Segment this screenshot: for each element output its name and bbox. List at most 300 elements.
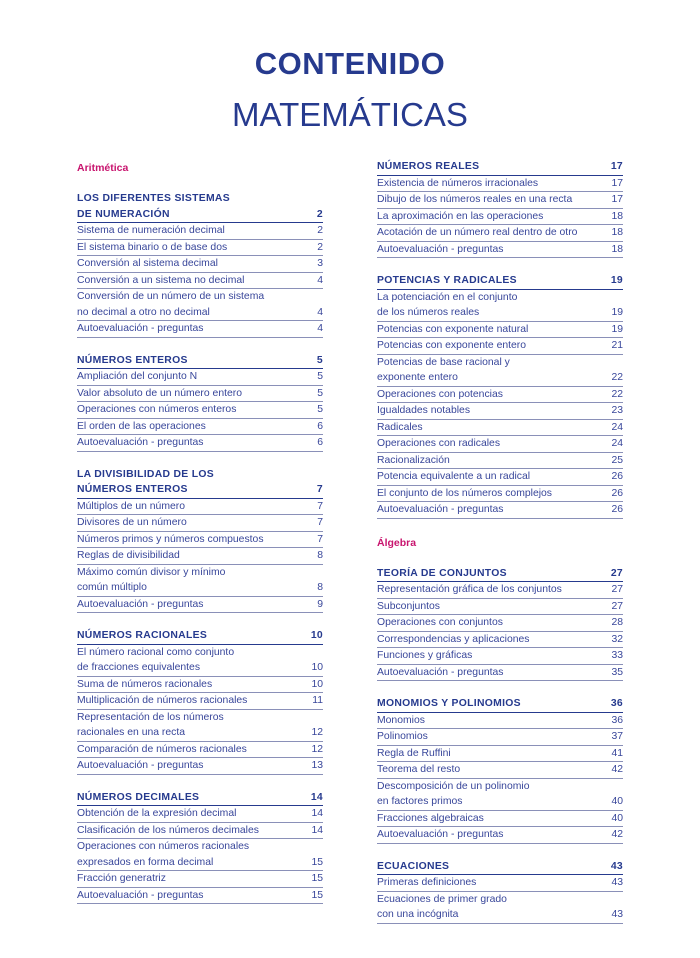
toc-entry-text bbox=[77, 532, 264, 548]
toc-entry[interactable] bbox=[377, 615, 623, 632]
toc-entry-page-number: 43 bbox=[611, 909, 623, 920]
section-heading-line: NÚMEROS ENTEROS bbox=[77, 354, 188, 366]
toc-entry-text bbox=[77, 499, 185, 515]
toc-entry[interactable] bbox=[77, 693, 323, 710]
toc-entry-page-number: 6 bbox=[317, 437, 323, 448]
section-heading-line: ECUACIONES bbox=[377, 860, 450, 872]
toc-entry-page-number: 7 bbox=[317, 500, 323, 512]
toc-entry[interactable] bbox=[377, 713, 623, 730]
toc-section bbox=[77, 467, 323, 614]
toc-entry-page-number: 5 bbox=[317, 371, 323, 382]
toc-entry-line: El sistema binario o de base dos bbox=[77, 241, 228, 253]
toc-entry-page-number: 32 bbox=[611, 633, 623, 645]
toc-entry[interactable] bbox=[77, 806, 323, 823]
toc-entry-page-number: 28 bbox=[611, 617, 623, 628]
toc-entry[interactable] bbox=[77, 289, 323, 321]
toc-entry-text bbox=[77, 369, 197, 385]
toc-entry-text bbox=[77, 645, 234, 676]
toc-entry-page-number: 36 bbox=[611, 714, 623, 726]
section-heading-line: TEORÍA DE CONJUNTOS bbox=[377, 567, 507, 579]
toc-entry[interactable] bbox=[77, 871, 323, 888]
left-sections bbox=[77, 191, 323, 904]
toc-entry[interactable] bbox=[377, 403, 623, 420]
toc-entry-line: Valor absoluto de un número entero bbox=[77, 387, 243, 399]
toc-entry-line: Primeras definiciones bbox=[377, 877, 477, 888]
toc-entry[interactable] bbox=[377, 746, 623, 763]
toc-entry[interactable] bbox=[77, 435, 323, 452]
section-heading-text bbox=[77, 790, 199, 806]
toc-entry[interactable] bbox=[377, 648, 623, 665]
toc-entry-page-number: 10 bbox=[311, 662, 323, 673]
toc-entry-text bbox=[377, 469, 530, 485]
toc-entry-line: exponente entero bbox=[377, 372, 458, 383]
toc-entry-text bbox=[377, 811, 484, 827]
toc-entry-line: Funciones y gráficas bbox=[377, 650, 473, 661]
toc-entry-text bbox=[377, 436, 500, 452]
spacer bbox=[377, 552, 623, 566]
toc-section bbox=[77, 790, 323, 905]
toc-entry-text bbox=[377, 338, 526, 354]
section-heading[interactable] bbox=[77, 191, 323, 223]
toc-entry[interactable] bbox=[377, 779, 623, 811]
toc-entry-line: Igualdades notables bbox=[377, 405, 471, 416]
toc-entry-page-number: 40 bbox=[611, 796, 623, 807]
toc-entry-line: Autoevaluación - preguntas bbox=[77, 598, 204, 610]
toc-entry-page-number: 2 bbox=[317, 241, 323, 253]
section-heading-line: NÚMEROS DECIMALES bbox=[77, 791, 200, 803]
section-page-number: 14 bbox=[310, 791, 323, 803]
toc-entry-line: Ecuaciones de primer grado bbox=[377, 893, 507, 905]
section-heading-line: NÚMEROS REALES bbox=[377, 161, 480, 172]
toc-entry[interactable] bbox=[77, 240, 323, 257]
toc-entry[interactable] bbox=[77, 402, 323, 419]
toc-entry-page-number: 35 bbox=[611, 666, 623, 678]
toc-entry[interactable] bbox=[377, 502, 623, 519]
toc-entry[interactable] bbox=[377, 469, 623, 486]
toc-entry[interactable] bbox=[77, 223, 323, 240]
toc-entry[interactable] bbox=[77, 888, 323, 905]
toc-entry-line: Dibujo de los números reales en una recta bbox=[377, 194, 573, 205]
section-heading[interactable] bbox=[377, 859, 623, 876]
toc-entry-text bbox=[377, 875, 476, 891]
toc-entry-text bbox=[77, 742, 247, 758]
right-sections-a bbox=[377, 159, 623, 519]
toc-entry-page-number: 24 bbox=[611, 421, 623, 433]
toc-entry-text bbox=[377, 615, 503, 631]
toc-entry[interactable] bbox=[377, 192, 623, 209]
toc-entry-text bbox=[77, 677, 212, 693]
toc-entry-page-number: 12 bbox=[311, 743, 323, 755]
toc-entry[interactable] bbox=[77, 386, 323, 403]
toc-entry[interactable] bbox=[77, 499, 323, 516]
toc-entry-page-number: 37 bbox=[611, 731, 623, 742]
toc-section bbox=[77, 191, 323, 338]
toc-entry-text bbox=[77, 419, 206, 435]
toc-entry-line: de fracciones equivalentes bbox=[77, 662, 201, 673]
toc-entry-text bbox=[77, 565, 225, 596]
toc-entry[interactable] bbox=[377, 338, 623, 355]
toc-entry[interactable] bbox=[77, 677, 323, 694]
toc-entry[interactable] bbox=[77, 515, 323, 532]
toc-entry-text bbox=[77, 597, 204, 613]
section-heading-text bbox=[377, 273, 517, 289]
left-column bbox=[77, 159, 323, 919]
toc-entry-line: Regla de Ruffini bbox=[377, 747, 451, 759]
toc-entry[interactable] bbox=[377, 582, 623, 599]
toc-entry-line: Autoevaluación - preguntas bbox=[77, 437, 204, 448]
toc-entry[interactable] bbox=[77, 823, 323, 840]
right-column bbox=[377, 159, 623, 939]
toc-entry-text bbox=[377, 176, 538, 192]
toc-entry[interactable] bbox=[77, 369, 323, 386]
section-heading[interactable] bbox=[77, 467, 323, 499]
toc-entry-page-number: 11 bbox=[312, 695, 323, 706]
area-label-algebra: Álgebra bbox=[377, 536, 417, 549]
toc-entry[interactable] bbox=[77, 758, 323, 775]
toc-entry-page-number: 2 bbox=[317, 225, 323, 236]
section-heading[interactable] bbox=[77, 790, 323, 807]
toc-entry-text bbox=[377, 420, 423, 436]
toc-entry-line: Autoevaluación - preguntas bbox=[77, 323, 204, 334]
toc-entry-line: Potencias con exponente entero bbox=[377, 340, 527, 351]
toc-entry-line: El número racional como conjunto bbox=[77, 646, 235, 658]
section-heading-line: MONOMIOS Y POLINOMIOS bbox=[377, 698, 521, 709]
toc-entry-text bbox=[77, 758, 204, 774]
toc-entry-page-number: 18 bbox=[611, 243, 623, 255]
toc-section bbox=[377, 273, 623, 519]
toc-entry-text bbox=[77, 273, 245, 289]
toc-entry[interactable] bbox=[377, 811, 623, 828]
toc-entry[interactable] bbox=[377, 875, 623, 892]
toc-entry[interactable] bbox=[377, 290, 623, 322]
toc-entry-page-number: 19 bbox=[611, 307, 623, 318]
toc-entry-line: El orden de las operaciones bbox=[77, 420, 206, 432]
toc-entry-line: no decimal a otro no decimal bbox=[77, 306, 210, 318]
toc-entry-line: Teorema del resto bbox=[377, 764, 461, 775]
toc-entry-page-number: 24 bbox=[611, 438, 623, 449]
toc-entry-line: Polinomios bbox=[377, 731, 428, 742]
toc-entry-page-number: 43 bbox=[611, 877, 623, 888]
toc-entry-line: Autoevaluación - preguntas bbox=[377, 504, 504, 515]
toc-entry-page-number: 26 bbox=[611, 504, 623, 515]
section-page-number: 2 bbox=[316, 208, 323, 220]
toc-entry-line: Autoevaluación - preguntas bbox=[77, 760, 204, 771]
toc-entry-line: de los números reales bbox=[377, 307, 480, 318]
toc-entry-text bbox=[77, 223, 225, 239]
section-heading-line: NÚMEROS ENTEROS bbox=[77, 484, 188, 495]
toc-entry-page-number: 17 bbox=[611, 194, 623, 205]
toc-entry[interactable] bbox=[77, 273, 323, 290]
toc-entry[interactable] bbox=[377, 387, 623, 404]
section-page-number: 36 bbox=[610, 698, 623, 709]
toc-entry[interactable] bbox=[77, 839, 323, 871]
toc-section bbox=[77, 628, 323, 775]
toc-entry-text bbox=[77, 888, 204, 904]
section-heading-line: DE NUMERACIÓN bbox=[77, 208, 170, 220]
toc-entry-line: Reglas de divisibilidad bbox=[77, 550, 180, 561]
toc-section bbox=[377, 696, 623, 844]
toc-entry-line: Multiplicación de números racionales bbox=[77, 695, 248, 706]
section-page-number: 27 bbox=[610, 567, 623, 579]
toc-entry[interactable] bbox=[377, 242, 623, 259]
toc-entry-page-number: 40 bbox=[611, 812, 623, 824]
toc-entry-line: La potenciación en el conjunto bbox=[377, 291, 518, 303]
toc-entry[interactable] bbox=[377, 827, 623, 844]
toc-entry-page-number: 26 bbox=[611, 487, 623, 499]
toc-entry-page-number: 10 bbox=[311, 678, 323, 690]
toc-entry-line: Operaciones con números racionales bbox=[77, 841, 250, 852]
toc-entry-line: La aproximación en las operaciones bbox=[377, 210, 544, 222]
section-heading[interactable] bbox=[77, 353, 323, 370]
toc-entry-text bbox=[377, 502, 504, 518]
toc-entry-text bbox=[77, 823, 259, 839]
toc-entry-line: Descomposición de un polinomio bbox=[377, 780, 530, 792]
toc-entry-line: común múltiplo bbox=[77, 582, 147, 593]
page-title: CONTENIDO bbox=[254, 46, 446, 81]
toc-entry[interactable] bbox=[77, 710, 323, 742]
toc-entry-text bbox=[377, 762, 460, 778]
toc-entry-line: Monomios bbox=[377, 714, 425, 726]
section-page-number: 10 bbox=[310, 630, 323, 641]
section-heading[interactable] bbox=[377, 566, 623, 583]
area-label-arithmetic: Aritmética bbox=[77, 162, 129, 174]
toc-entry-page-number: 15 bbox=[311, 856, 323, 868]
toc-entry-line: Autoevaluación - preguntas bbox=[377, 829, 504, 840]
toc-entry-line: racionales en una recta bbox=[77, 727, 186, 738]
toc-entry-text bbox=[377, 713, 425, 729]
toc-entry[interactable] bbox=[77, 321, 323, 338]
toc-entry-page-number: 21 bbox=[611, 340, 623, 351]
toc-entry-line: Representación de los números bbox=[77, 711, 224, 723]
toc-entry[interactable] bbox=[77, 565, 323, 597]
toc-entry-line: Radicales bbox=[377, 421, 423, 433]
toc-entry-page-number: 5 bbox=[317, 404, 323, 415]
toc-entry-page-number: 33 bbox=[611, 650, 623, 661]
right-sections-b bbox=[377, 566, 623, 924]
section-heading-text bbox=[377, 696, 521, 712]
toc-entry-page-number: 9 bbox=[317, 598, 323, 610]
toc-entry-text bbox=[77, 871, 166, 887]
toc-entry-line: Sistema de numeración decimal bbox=[77, 225, 225, 236]
toc-entry-line: Conversión al sistema decimal bbox=[77, 258, 218, 269]
toc-entry[interactable] bbox=[377, 176, 623, 193]
section-heading-line: LA DIVISIBILIDAD DE LOS bbox=[77, 468, 214, 480]
toc-entry-line: Autoevaluación - preguntas bbox=[77, 889, 204, 901]
toc-entry[interactable] bbox=[377, 225, 623, 242]
toc-entry[interactable] bbox=[377, 486, 623, 503]
toc-entry-line: Correspondencias y aplicaciones bbox=[377, 633, 530, 645]
toc-section bbox=[377, 566, 623, 682]
toc-entry[interactable] bbox=[77, 597, 323, 614]
toc-entry-page-number: 27 bbox=[611, 584, 623, 595]
toc-entry-text bbox=[377, 665, 504, 681]
toc-entry-page-number: 15 bbox=[311, 873, 323, 884]
toc-entry[interactable] bbox=[377, 209, 623, 226]
section-page-number: 17 bbox=[610, 161, 623, 172]
section-heading-text bbox=[377, 566, 507, 582]
section-heading-line: NÚMEROS RACIONALES bbox=[77, 630, 208, 641]
toc-entry-line: Operaciones con números enteros bbox=[77, 404, 237, 415]
toc-entry-line: Múltiplos de un número bbox=[77, 500, 186, 512]
section-heading-text bbox=[77, 628, 207, 644]
toc-entry-text bbox=[377, 209, 543, 225]
toc-entry-text bbox=[377, 648, 472, 664]
toc-entry-text bbox=[377, 632, 529, 648]
toc-entry-line: Existencia de números irracionales bbox=[377, 177, 539, 189]
section-page-number: 19 bbox=[610, 275, 623, 286]
toc-entry-page-number: 42 bbox=[611, 829, 623, 840]
toc-section bbox=[377, 159, 623, 258]
toc-entry-page-number: 8 bbox=[317, 550, 323, 561]
section-heading[interactable] bbox=[377, 159, 623, 176]
section-heading-text bbox=[77, 191, 230, 222]
toc-entry-line: Representación gráfica de los conjuntos bbox=[377, 584, 562, 595]
toc-entry-page-number: 27 bbox=[611, 600, 623, 612]
toc-entry-page-number: 4 bbox=[317, 274, 323, 286]
toc-entry-text bbox=[77, 256, 218, 272]
toc-entry-page-number: 22 bbox=[611, 372, 623, 383]
toc-entry[interactable] bbox=[77, 742, 323, 759]
toc-entry-text bbox=[377, 355, 510, 386]
toc-entry-text bbox=[377, 892, 507, 923]
toc-entry-text bbox=[77, 321, 204, 337]
toc-entry-text bbox=[377, 403, 470, 419]
toc-entry-page-number: 8 bbox=[317, 582, 323, 593]
toc-entry[interactable] bbox=[377, 436, 623, 453]
toc-entry-page-number: 4 bbox=[317, 306, 323, 318]
toc-entry-text bbox=[77, 240, 227, 256]
toc-entry-page-number: 7 bbox=[317, 517, 323, 528]
toc-entry-text bbox=[377, 582, 562, 598]
toc-entry-text bbox=[377, 192, 572, 208]
toc-entry-line: Potencias con exponente natural bbox=[377, 323, 529, 335]
toc-entry-page-number: 7 bbox=[317, 533, 323, 545]
toc-entry-text bbox=[77, 515, 187, 531]
toc-entry-line: Operaciones con radicales bbox=[377, 438, 501, 449]
toc-entry-page-number: 15 bbox=[311, 889, 323, 901]
toc-entry[interactable] bbox=[377, 729, 623, 746]
toc-entry-text bbox=[77, 435, 204, 451]
toc-entry-line: Números primos y números compuestos bbox=[77, 533, 264, 545]
toc-entry-page-number: 17 bbox=[611, 177, 623, 189]
toc-entry-text bbox=[77, 693, 247, 709]
toc-entry-line: Clasificación de los números decimales bbox=[77, 824, 259, 836]
toc-entry-line: Acotación de un número real dentro de otro bbox=[377, 227, 578, 238]
toc-entry-text bbox=[377, 290, 517, 321]
section-heading-line: LOS DIFERENTES SISTEMAS bbox=[77, 193, 230, 204]
toc-entry-line: Autoevaluación - preguntas bbox=[377, 243, 504, 255]
toc-entry-line: Fracción generatriz bbox=[77, 873, 166, 884]
toc-section bbox=[377, 859, 623, 924]
toc-entry-line: Racionalización bbox=[377, 454, 450, 466]
toc-entry-page-number: 3 bbox=[317, 258, 323, 269]
toc-entry-page-number: 6 bbox=[317, 420, 323, 432]
toc-entry-line: Obtención de la expresión decimal bbox=[77, 808, 237, 819]
section-heading-text bbox=[377, 159, 479, 175]
toc-entry-line: con una incógnita bbox=[377, 909, 459, 920]
toc-entry[interactable] bbox=[77, 548, 323, 565]
section-heading[interactable] bbox=[377, 696, 623, 713]
toc-entry-text bbox=[377, 779, 529, 810]
section-page-number: 43 bbox=[610, 860, 623, 872]
toc-entry-line: en factores primos bbox=[377, 796, 463, 807]
toc-entry[interactable] bbox=[377, 632, 623, 649]
toc-entry-page-number: 19 bbox=[611, 323, 623, 335]
toc-entry-line: expresados en forma decimal bbox=[77, 856, 214, 868]
section-page-number: 5 bbox=[316, 354, 323, 366]
section-heading-text bbox=[377, 859, 449, 875]
toc-entry[interactable] bbox=[77, 256, 323, 273]
toc-entry-page-number: 23 bbox=[611, 405, 623, 416]
toc-entry-text bbox=[377, 387, 503, 403]
toc-entry-page-number: 4 bbox=[317, 323, 323, 334]
toc-entry[interactable] bbox=[377, 322, 623, 339]
toc-entry-text bbox=[77, 548, 180, 564]
toc-entry-text bbox=[77, 839, 249, 870]
toc-entry-text bbox=[77, 386, 242, 402]
toc-entry-text bbox=[377, 225, 577, 241]
toc-entry-page-number: 18 bbox=[611, 210, 623, 222]
toc-entry[interactable] bbox=[377, 355, 623, 387]
toc-entry-text bbox=[377, 242, 504, 258]
section-heading-text bbox=[77, 353, 188, 369]
toc-entry-page-number: 25 bbox=[611, 454, 623, 466]
spacer bbox=[77, 177, 323, 191]
toc-entry-text bbox=[77, 710, 224, 741]
toc-entry-page-number: 41 bbox=[611, 747, 623, 759]
toc-entry-page-number: 13 bbox=[311, 760, 323, 771]
toc-entry-line: Subconjuntos bbox=[377, 600, 440, 612]
section-page-number: 7 bbox=[316, 484, 323, 495]
toc-entry-text bbox=[77, 289, 264, 320]
section-heading[interactable] bbox=[77, 628, 323, 645]
section-heading-text bbox=[77, 467, 214, 498]
section-heading[interactable] bbox=[377, 273, 623, 290]
toc-entry-text bbox=[377, 746, 451, 762]
toc-entry[interactable] bbox=[377, 892, 623, 924]
toc-entry[interactable] bbox=[377, 665, 623, 682]
toc-entry-page-number: 5 bbox=[317, 387, 323, 399]
toc-entry-text bbox=[77, 402, 236, 418]
toc-entry-text bbox=[377, 322, 528, 338]
toc-entry-line: Conversión a un sistema no decimal bbox=[77, 274, 245, 286]
toc-entry-text bbox=[377, 827, 504, 843]
toc-section bbox=[77, 353, 323, 452]
toc-entry[interactable] bbox=[377, 420, 623, 437]
toc-entry-line: Máximo común divisor y mínimo bbox=[77, 566, 226, 578]
toc-entry[interactable] bbox=[77, 532, 323, 549]
toc-entry[interactable] bbox=[77, 645, 323, 677]
toc-entry-line: Conversión de un número de un sistema bbox=[77, 291, 265, 302]
toc-entry-line: Divisores de un número bbox=[77, 517, 187, 528]
toc-entry-line: Suma de números racionales bbox=[77, 678, 213, 690]
toc-entry[interactable] bbox=[377, 599, 623, 616]
section-heading-line: POTENCIAS Y RADICALES bbox=[377, 275, 517, 286]
toc-entry-page-number: 18 bbox=[611, 227, 623, 238]
toc-entry-line: El conjunto de los números complejos bbox=[377, 487, 553, 499]
toc-entry[interactable] bbox=[77, 419, 323, 436]
toc-entry-page-number: 12 bbox=[311, 727, 323, 738]
toc-entry-text bbox=[377, 729, 428, 745]
toc-entry-line: Comparación de números racionales bbox=[77, 743, 247, 755]
toc-entry[interactable] bbox=[377, 762, 623, 779]
toc-entry-text bbox=[377, 599, 440, 615]
toc-entry-page-number: 42 bbox=[611, 764, 623, 775]
toc-entry[interactable] bbox=[377, 453, 623, 470]
toc-entry-page-number: 14 bbox=[311, 824, 323, 836]
toc-entry-page-number: 14 bbox=[311, 808, 323, 819]
toc-entry-line: Potencia equivalente a un radical bbox=[377, 471, 531, 482]
